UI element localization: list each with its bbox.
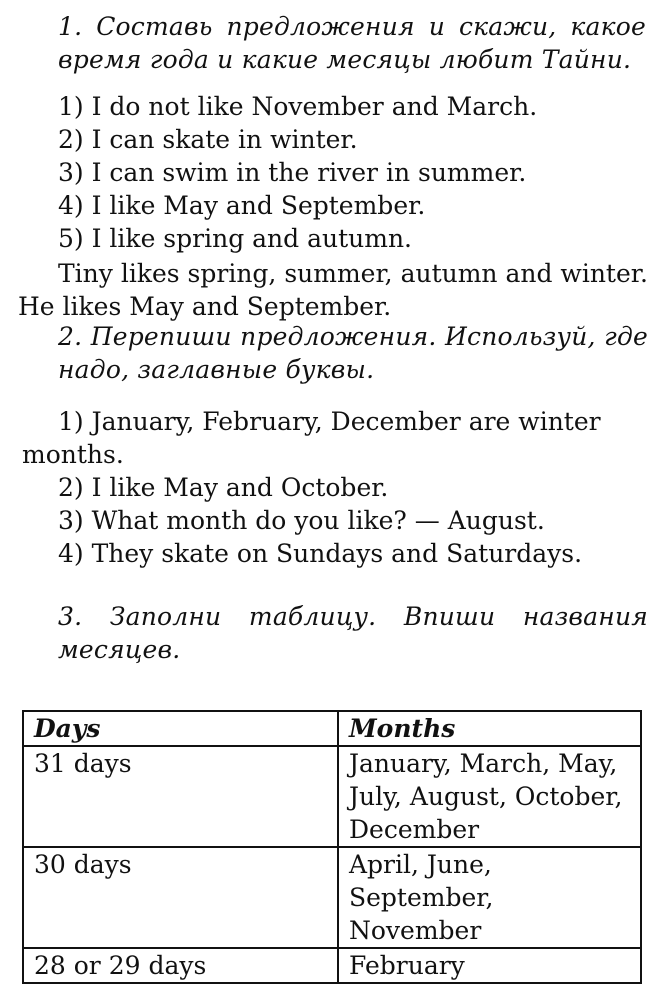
task-1-sentence: 2) I can skate in winter. — [58, 125, 358, 154]
task-1-answer-line: He likes May and September. — [18, 292, 392, 321]
task-1-sentence: 1) I do not like November and March. — [58, 92, 538, 121]
table-header-days: Days — [23, 711, 338, 746]
table-row — [23, 948, 641, 983]
task-2-sentence: 2) I like May and October. — [58, 473, 389, 502]
task-1-instruction: 1. Составь предложения и скажи, какое время года и какие месяцы любит Тайни. — [58, 12, 646, 74]
task-1-answer — [18, 257, 648, 323]
table-row — [23, 746, 641, 847]
table-header-months: Months — [338, 711, 641, 746]
task-3-instruction: 3. Заполни таблицу. Впиши названия месяцев. — [58, 602, 648, 664]
table-header-row — [23, 711, 641, 746]
table-row — [23, 847, 641, 948]
task-2-sentence-list — [22, 405, 648, 570]
task-2-sentence-continuation: months. — [22, 440, 124, 469]
table-cell-months: February — [338, 948, 641, 983]
table-cell-days: 30 days — [23, 847, 338, 948]
task-1-sentence: 4) I like May and September. — [58, 191, 426, 220]
task-2-sentence: 4) They skate on Sundays and Saturdays. — [58, 539, 583, 568]
months-table — [22, 710, 642, 984]
table-cell-months: April, June, September, November — [338, 847, 641, 948]
task-2-instruction: 2. Перепиши предложения. Используй, где надо, заглавные буквы. — [58, 322, 648, 384]
task-1-sentence: 3) I can swim in the river in summer. — [58, 158, 527, 187]
table-cell-days: 31 days — [23, 746, 338, 847]
task-1-sentence-list — [58, 90, 537, 255]
task-2-sentence: 1) January, February, December are winter — [58, 407, 601, 436]
table-cell-days: 28 or 29 days — [23, 948, 338, 983]
task-1-answer-line: Tiny likes spring, summer, autumn and winter. — [58, 259, 648, 288]
table-cell-months: January, March, May, July, August, October, December — [338, 746, 641, 847]
task-1-sentence: 5) I like spring and autumn. — [58, 224, 413, 253]
task-2-sentence: 3) What month do you like? — August. — [58, 506, 545, 535]
